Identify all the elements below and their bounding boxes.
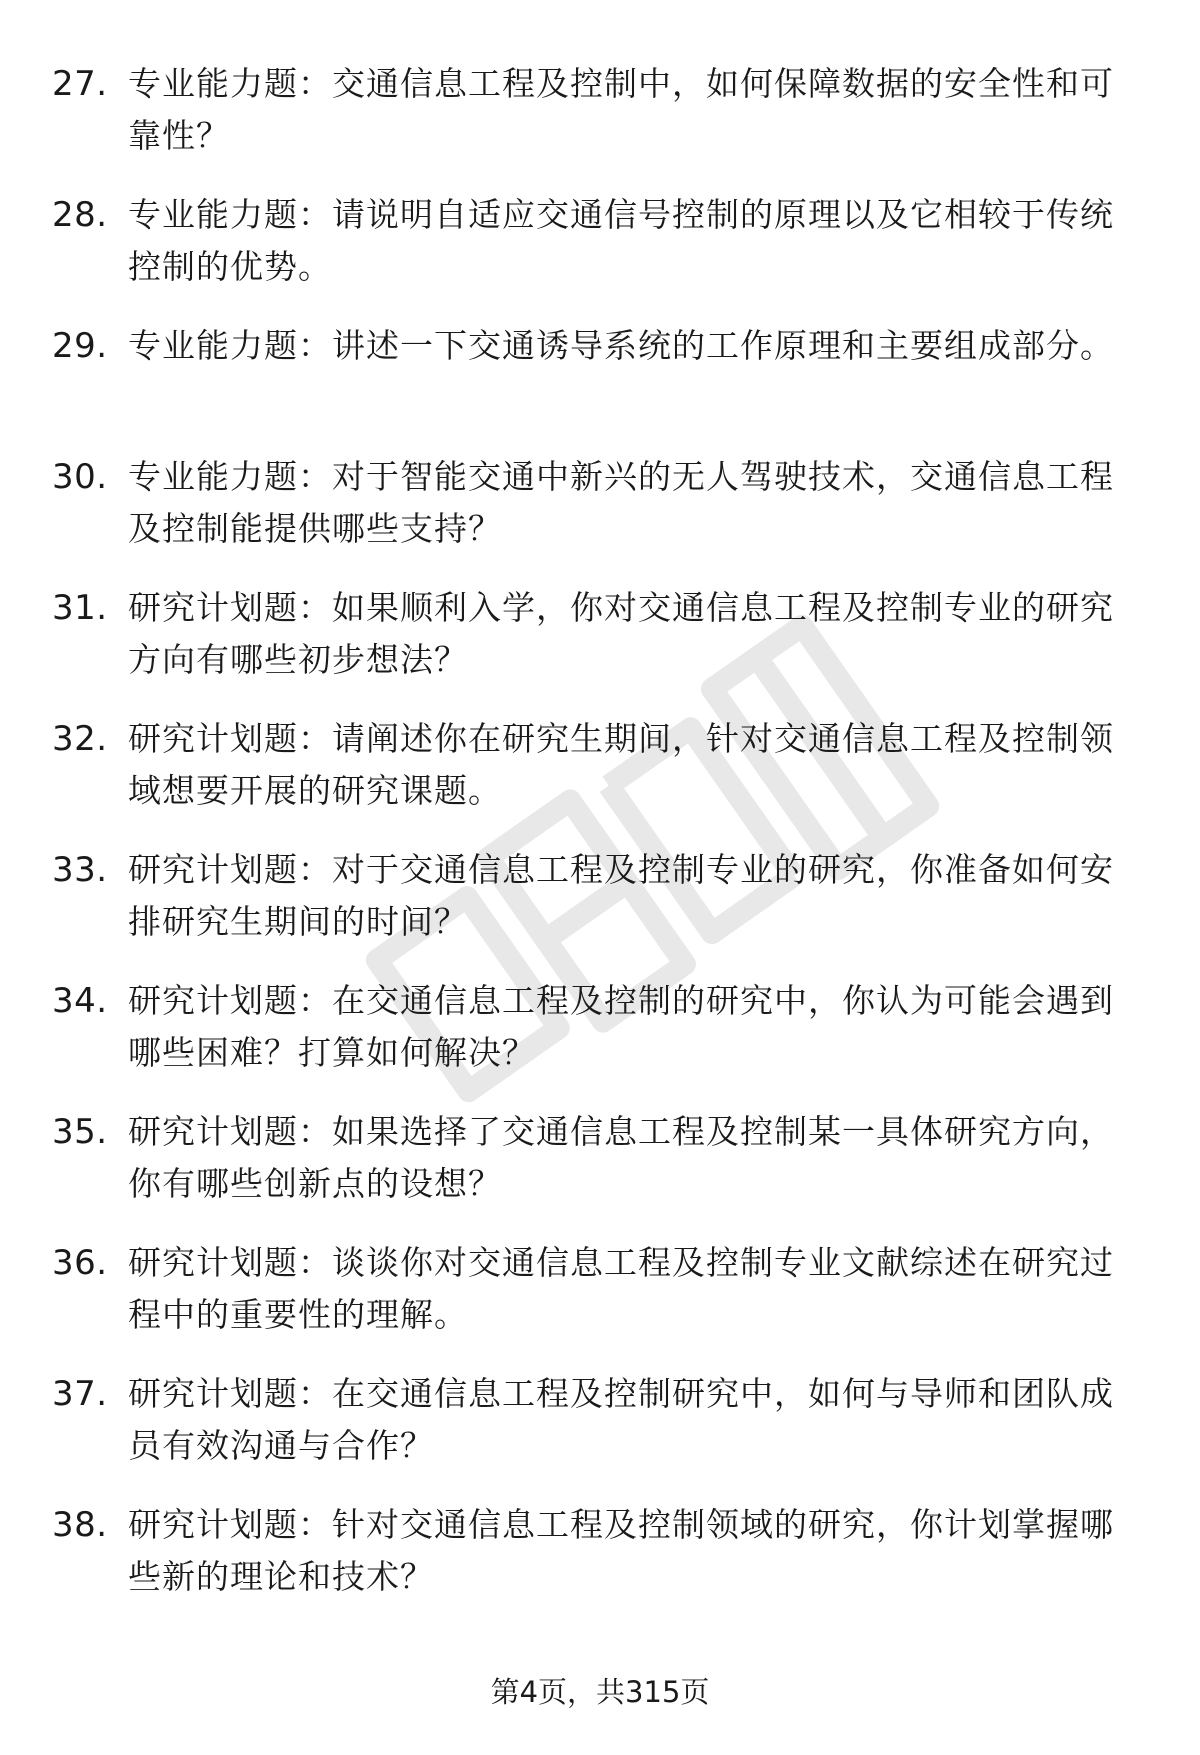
question-number: 33. xyxy=(52,850,108,890)
question-text: 专业能力题：请说明自适应交通信号控制的原理以及它相较于传统控制的优势。 xyxy=(128,195,1114,286)
question-number: 28. xyxy=(52,195,108,235)
list-item xyxy=(0,1237,1200,1368)
page-number-label: 第4页，共315页 xyxy=(490,1675,710,1709)
question-text: 专业能力题：讲述一下交通诱导系统的工作原理和主要组成部分。 xyxy=(128,326,1114,365)
question-number: 30. xyxy=(52,457,108,497)
question-text: 研究计划题：谈谈你对交通信息工程及控制专业文献综述在研究过程中的重要性的理解。 xyxy=(128,1243,1114,1334)
question-number: 35. xyxy=(52,1112,108,1152)
page-footer xyxy=(0,1672,1200,1712)
question-text: 研究计划题：对于交通信息工程及控制专业的研究，你准备如何安排研究生期间的时间？ xyxy=(128,850,1114,941)
question-text: 研究计划题：如果顺利入学，你对交通信息工程及控制专业的研究方向有哪些初步想法？ xyxy=(128,588,1114,679)
list-item xyxy=(0,1368,1200,1499)
question-list xyxy=(0,58,1200,1630)
list-item xyxy=(0,451,1200,582)
list-item xyxy=(0,582,1200,713)
question-number: 34. xyxy=(52,981,108,1021)
list-item xyxy=(0,320,1200,451)
list-item xyxy=(0,189,1200,320)
list-item xyxy=(0,844,1200,975)
question-number: 36. xyxy=(52,1243,108,1283)
list-item xyxy=(0,975,1200,1106)
question-text: 专业能力题：对于智能交通中新兴的无人驾驶技术，交通信息工程及控制能提供哪些支持？ xyxy=(128,457,1114,548)
question-text: 研究计划题：在交通信息工程及控制的研究中，你认为可能会遇到哪些困难？打算如何解决？ xyxy=(128,981,1114,1072)
list-item xyxy=(0,1106,1200,1237)
question-number: 32. xyxy=(52,719,108,759)
list-item xyxy=(0,713,1200,844)
question-number: 31. xyxy=(52,588,108,628)
question-text: 研究计划题：请阐述你在研究生期间，针对交通信息工程及控制领域想要开展的研究课题。 xyxy=(128,719,1114,810)
question-text: 研究计划题：针对交通信息工程及控制领域的研究，你计划掌握哪些新的理论和技术？ xyxy=(128,1505,1114,1596)
question-text: 专业能力题：交通信息工程及控制中，如何保障数据的安全性和可靠性？ xyxy=(128,64,1114,155)
question-text: 研究计划题：在交通信息工程及控制研究中，如何与导师和团队成员有效沟通与合作？ xyxy=(128,1374,1114,1465)
question-text: 研究计划题：如果选择了交通信息工程及控制某一具体研究方向，你有哪些创新点的设想？ xyxy=(128,1112,1114,1203)
question-number: 29. xyxy=(52,326,108,366)
list-item xyxy=(0,58,1200,189)
question-number: 37. xyxy=(52,1374,108,1414)
list-item xyxy=(0,1499,1200,1630)
question-number: 27. xyxy=(52,64,108,104)
question-number: 38. xyxy=(52,1505,108,1545)
